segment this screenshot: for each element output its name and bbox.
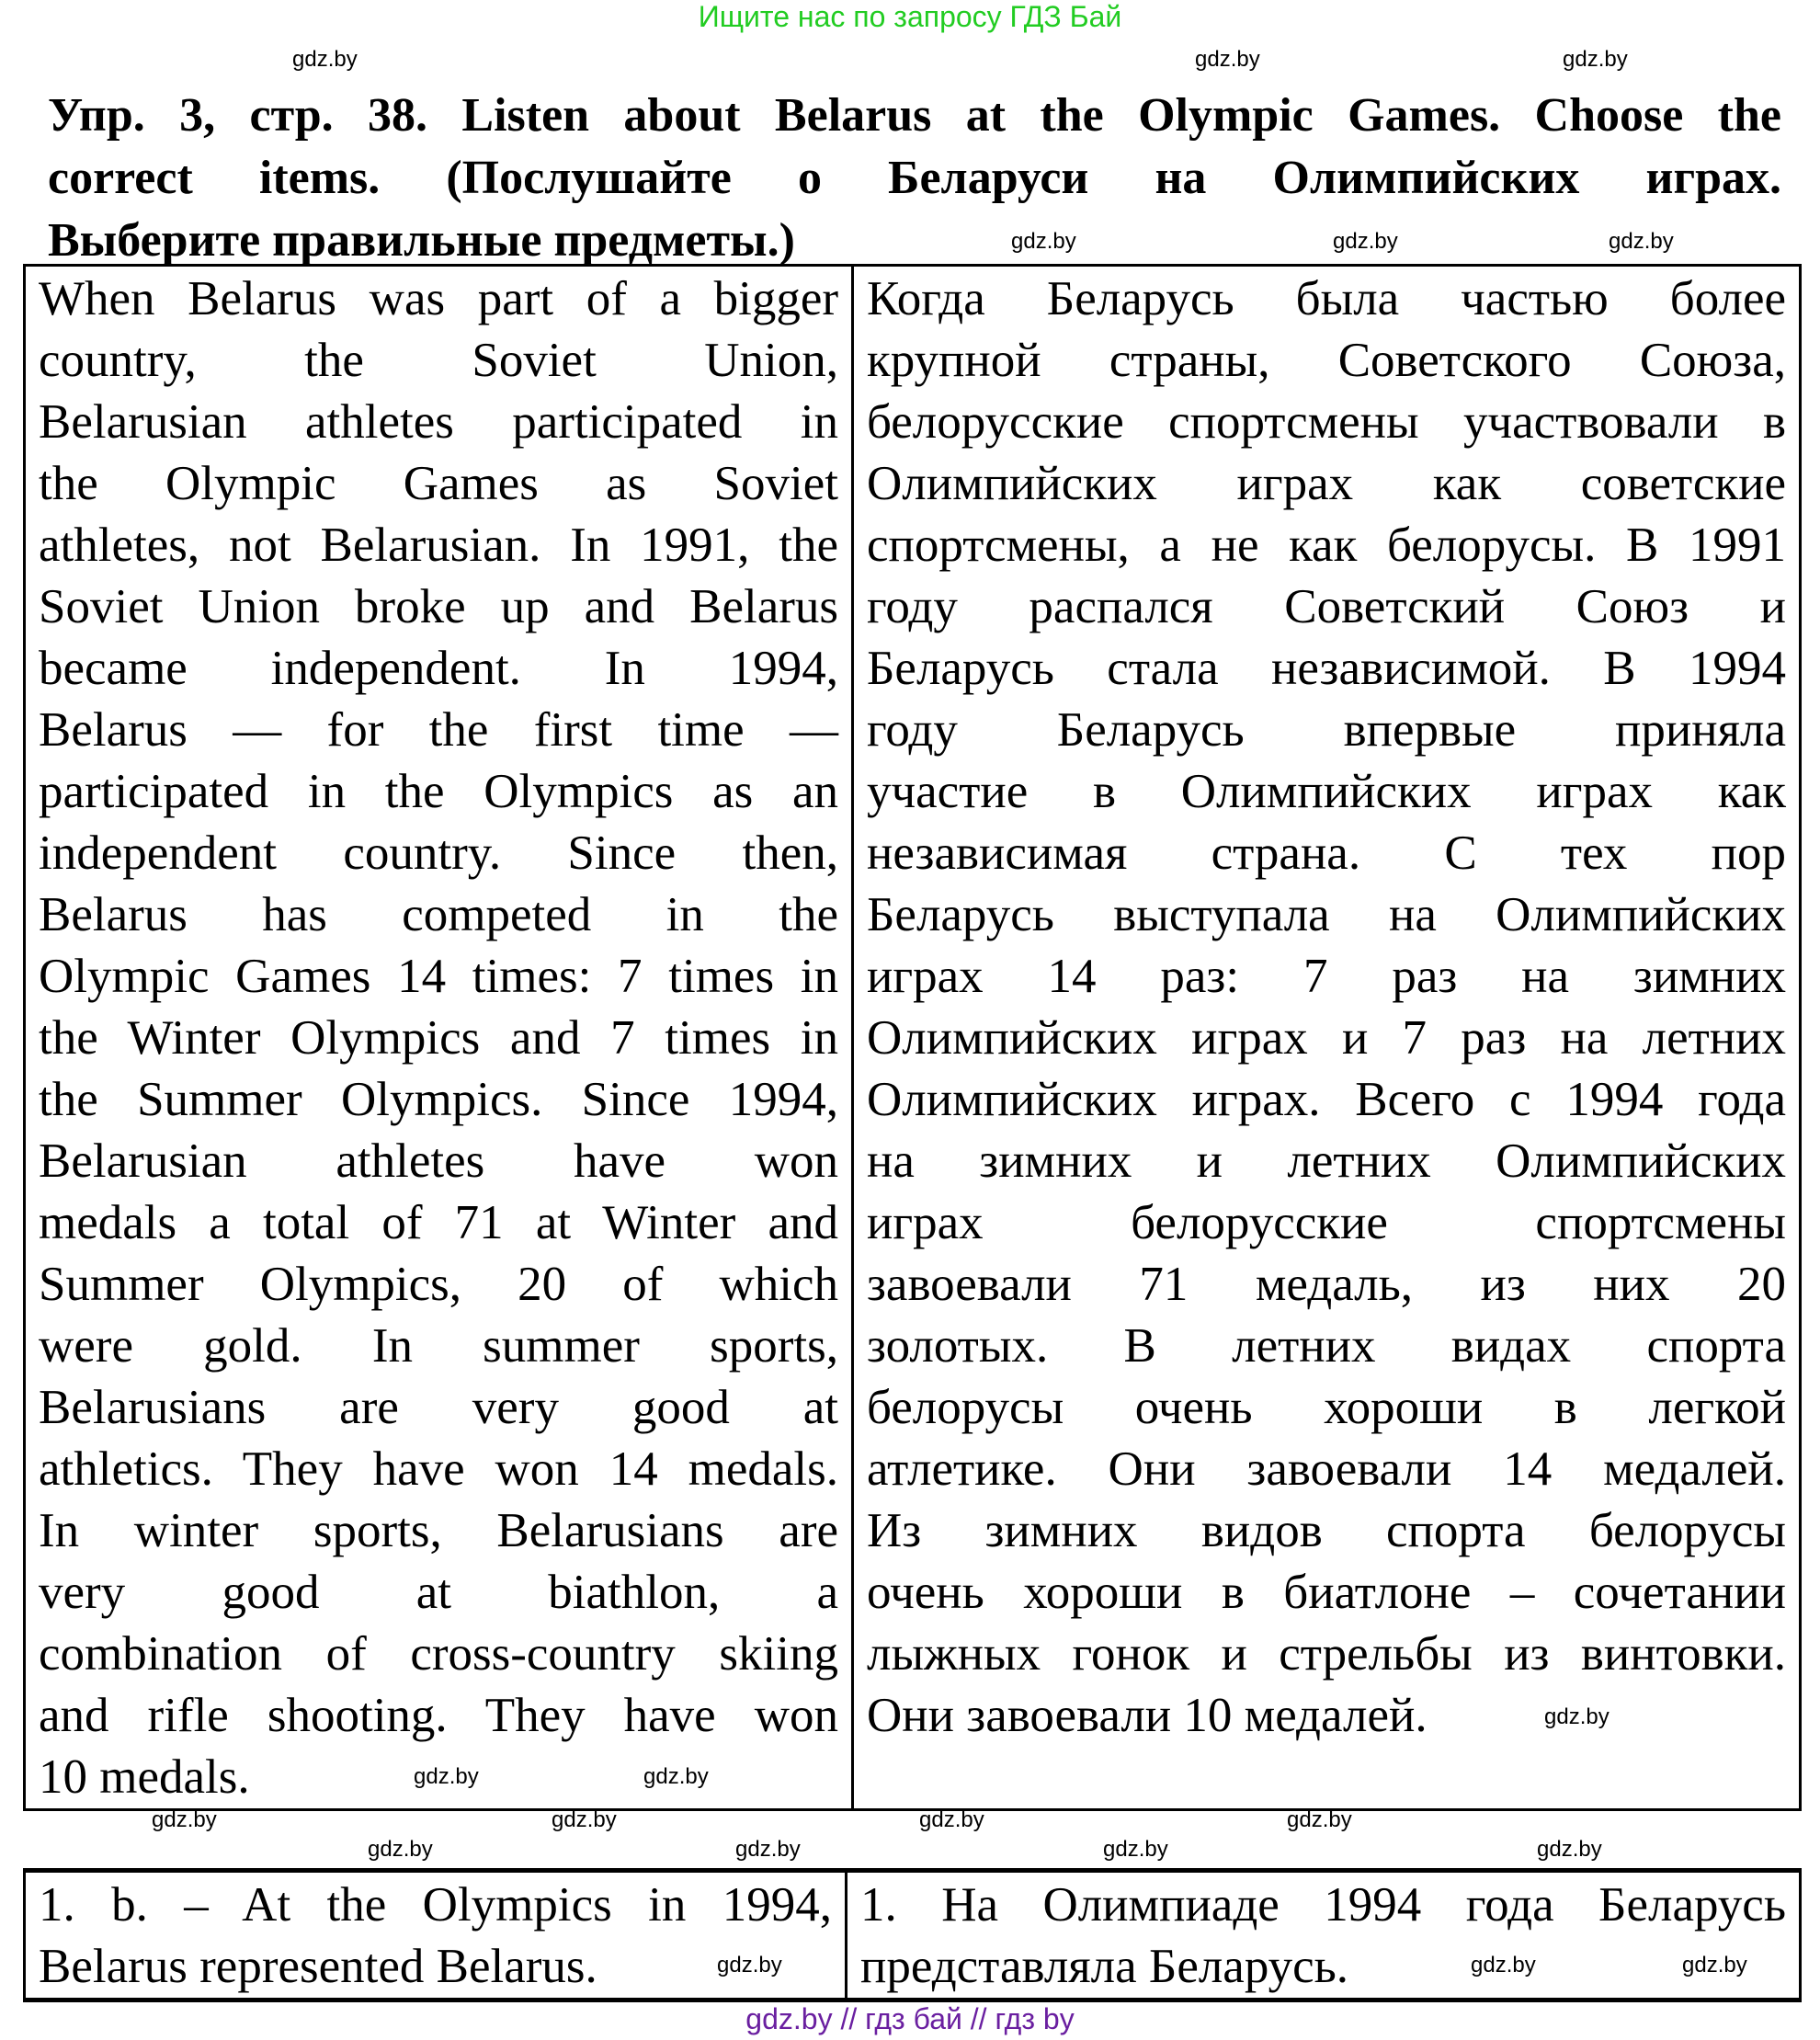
answer-table: [23, 1868, 1802, 2002]
search-banner[interactable]: Ищите нас по запросу ГДЗ Бай: [698, 0, 1122, 33]
answer-line: 1. На Олимпиаде 1994 года Беларусь: [860, 1878, 1786, 1932]
text-line: medals a total of 71 at Winter and: [39, 1196, 838, 1249]
text-line: Из зимних видов спорта белорусы: [867, 1504, 1786, 1557]
watermark: gdz.by: [643, 1764, 709, 1789]
text-line: независимая страна. С тех пор: [867, 826, 1786, 880]
text-line: and rifle shooting. They have won: [39, 1689, 838, 1742]
text-line: играх белорусские спортсмены: [867, 1196, 1786, 1249]
text-line: became independent. In 1994,: [39, 642, 838, 695]
text-line: combination of cross-country skiing: [39, 1627, 838, 1681]
text-line: на зимних и летних Олимпийских: [867, 1134, 1786, 1188]
text-line: very good at biathlon, a: [39, 1566, 838, 1619]
text-line: athletes, not Belarusian. In 1991, the: [39, 519, 838, 572]
text-line: Olympic Games 14 times: 7 times in: [39, 950, 838, 1003]
text-line: Олимпийских играх и 7 раз на летних: [867, 1011, 1786, 1065]
text-line: Summer Olympics, 20 of which: [39, 1258, 838, 1311]
watermark: gdz.by: [552, 1807, 617, 1832]
watermark: gdz.by: [1103, 1837, 1168, 1862]
text-line: играх 14 раз: 7 раз на зимних: [867, 950, 1786, 1003]
text-line: крупной страны, Советского Союза,: [867, 334, 1786, 387]
text-line: Они завоевали 10 медалей.: [867, 1689, 1428, 1742]
text-line: Беларусь выступала на Олимпийских: [867, 888, 1786, 941]
text-line: Belarus has competed in the: [39, 888, 838, 941]
text-line: лыжных гонок и стрельбы из винтовки.: [867, 1627, 1786, 1681]
text-line: Belarusian athletes have won: [39, 1134, 838, 1188]
text-line: Когда Беларусь была частью более: [867, 272, 1786, 325]
watermark: gdz.by: [1682, 1953, 1747, 1977]
text-line: the Summer Olympics. Since 1994,: [39, 1073, 838, 1126]
watermark: gdz.by: [1563, 47, 1628, 72]
watermark: gdz.by: [1544, 1704, 1610, 1729]
text-line: In winter sports, Belarusians are: [39, 1504, 838, 1557]
text-line: спортсмены, а не как белорусы. В 1991: [867, 519, 1786, 572]
answer-line: 1. b. – At the Olympics in 1994,: [39, 1878, 832, 1932]
watermark: gdz.by: [1287, 1807, 1352, 1832]
watermark: gdz.by: [292, 47, 358, 72]
text-line: 10 medals.: [39, 1750, 250, 1804]
text-line: participated in the Olympics as an: [39, 765, 838, 818]
watermark: gdz.by: [1011, 229, 1076, 254]
exercise-title: [48, 85, 1781, 272]
text-line: Олимпийских играх как советские: [867, 457, 1786, 510]
text-line: Belarusians are very good at: [39, 1381, 838, 1434]
watermark: gdz.by: [1537, 1837, 1602, 1862]
watermark: gdz.by: [1609, 229, 1674, 254]
text-line: Belarusian athletes participated in: [39, 395, 838, 449]
watermark: gdz.by: [919, 1807, 984, 1832]
text-line: золотых. В летних видах спорта: [867, 1319, 1786, 1373]
text-line: were gold. In summer sports,: [39, 1319, 838, 1373]
text-line: the Olympic Games as Soviet: [39, 457, 838, 510]
text-line: Soviet Union broke up and Belarus: [39, 580, 838, 633]
answer-russian: [847, 1871, 1801, 2000]
text-line: athletics. They have won 14 medals.: [39, 1442, 838, 1496]
text-line: the Winter Olympics and 7 times in: [39, 1011, 838, 1065]
text-line: белорусские спортсмены участвовали в: [867, 395, 1786, 449]
text-table: [23, 264, 1802, 1811]
text-line: году Беларусь впервые приняла: [867, 703, 1786, 757]
text-line: атлетике. Они завоевали 14 медалей.: [867, 1442, 1786, 1496]
text-line: When Belarus was part of a bigger: [39, 272, 838, 325]
text-line: году распался Советский Союз и: [867, 580, 1786, 633]
text-line: белорусы очень хороши в легкой: [867, 1381, 1786, 1434]
footer-links[interactable]: gdz.by // гдз бай // гдз by: [745, 2002, 1075, 2035]
watermark: gdz.by: [1471, 1953, 1536, 1977]
text-line: очень хороши в биатлоне – сочетании: [867, 1566, 1786, 1619]
title-line: Выберите правильные предметы.): [48, 214, 795, 267]
answer-line: Belarus represented Belarus.: [39, 1940, 597, 1993]
text-line: Belarus — for the first time —: [39, 703, 838, 757]
watermark: gdz.by: [1333, 229, 1398, 254]
text-line: independent country. Since then,: [39, 826, 838, 880]
russian-text: [853, 266, 1801, 1810]
text-line: участие в Олимпийских играх как: [867, 765, 1786, 818]
text-line: завоевали 71 медаль, из них 20: [867, 1258, 1786, 1311]
answer-english: [25, 1871, 847, 2000]
watermark: gdz.by: [414, 1764, 479, 1789]
text-line: country, the Soviet Union,: [39, 334, 838, 387]
watermark: gdz.by: [368, 1837, 433, 1862]
watermark: gdz.by: [152, 1807, 217, 1832]
answer-line: представляла Беларусь.: [860, 1940, 1349, 1993]
watermark: gdz.by: [717, 1953, 782, 1977]
watermark: gdz.by: [1195, 47, 1260, 72]
text-line: Олимпийских играх. Всего с 1994 года: [867, 1073, 1786, 1126]
title-line: correct items. (Послушайте о Беларуси на Олимпийских играх.: [48, 152, 1781, 204]
text-line: Беларусь стала независимой. В 1994: [867, 642, 1786, 695]
title-line: Упр. 3, стр. 38. Listen about Belarus at the Olympic Games. Choose the: [48, 89, 1781, 142]
english-text: [25, 266, 853, 1810]
watermark: gdz.by: [735, 1837, 801, 1862]
